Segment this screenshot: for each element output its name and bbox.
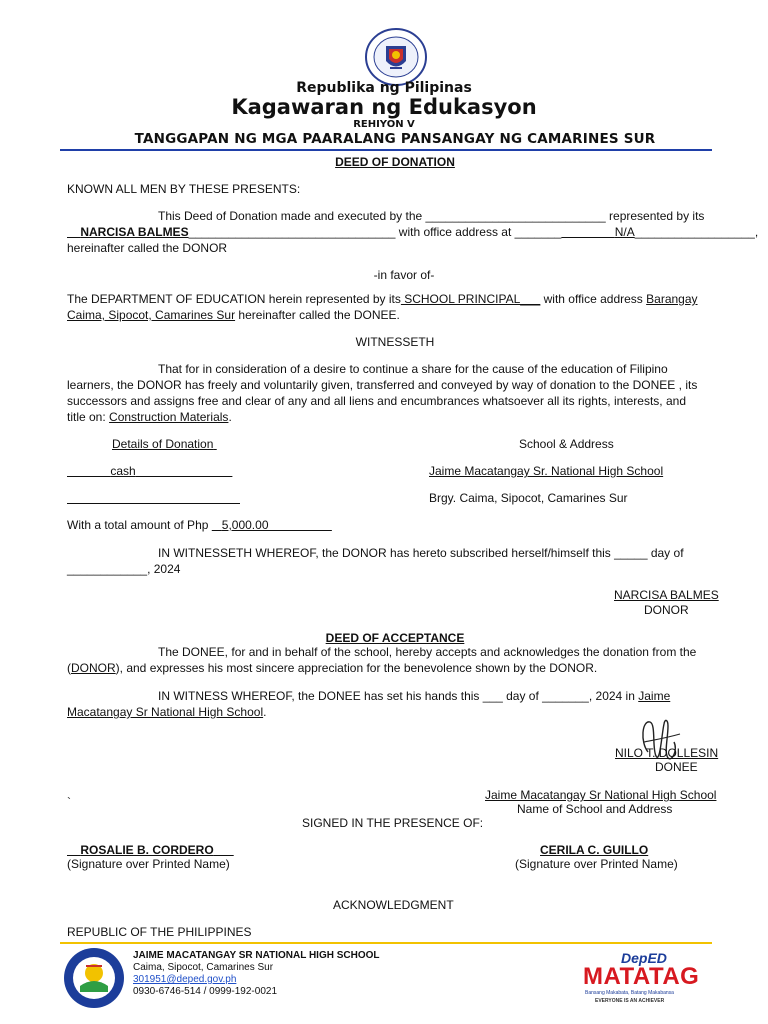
deed-paragraph-3-line-3: successors and assigns free and clear of any and all liens and encumbrances whatsoever all its rights, interests, and [67, 394, 686, 408]
footer-divider [60, 942, 712, 944]
known-all-men: KNOWN ALL MEN BY THESE PRESENTS: [67, 182, 301, 196]
donor-address-field: N/A [614, 225, 635, 239]
footer-phones: 0930-6746-514 / 0999-192-0021 [133, 986, 278, 997]
donation-detail-blank-line [67, 503, 240, 504]
deped-wordmark: DepED [621, 950, 667, 966]
acknowledgment-heading: ACKNOWLEDGMENT [333, 898, 454, 912]
deed-title: DEED OF DONATION [335, 155, 455, 169]
deed-paragraph-2-line-2: Caima, Sipocot, Camarines Sur hereinafter called the DONEE. [67, 308, 400, 322]
witness-2-label: (Signature over Printed Name) [515, 857, 678, 871]
donee-signature-name: NILO T. DOLLESIN [615, 746, 719, 760]
header-division-office: TANGGAPAN NG MGA PAARALANG PANSANGAY NG CAMARINES SUR [134, 131, 656, 147]
stray-mark: ` [67, 795, 71, 809]
header-divider [60, 149, 712, 151]
total-amount-value: 5,000.00 [221, 518, 269, 532]
deped-seal-icon [361, 28, 431, 86]
matatag-tagline: Bansang Makabata, Batang Makabansa [585, 990, 674, 996]
witness-whereof-donor-line-2: ____________, 2024 [67, 562, 181, 576]
donation-detail-cash: cash [110, 464, 136, 478]
acceptance-paragraph-2-line-2: Macatangay Sr National High School. [67, 705, 267, 719]
footer-address: Caima, Sipocot, Camarines Sur [133, 962, 274, 973]
deped-matatag-logo [583, 950, 709, 1008]
school-logo-icon [62, 946, 126, 1010]
republic-line: REPUBLIC OF THE PHILIPPINES [67, 925, 252, 939]
deed-paragraph-3-line-4: title on: Construction Materials. [67, 410, 232, 424]
witness-whereof-donor-line-1: IN WITNESSETH WHEREOF, the DONOR has hereto subscribed herself/himself this _____ day of [158, 546, 684, 560]
donee-label: DONEE [655, 760, 698, 774]
acceptance-paragraph-2-line-1: IN WITNESS WHEREOF, the DONEE has set his hands this ___ day of _______, 2024 in Jaime [158, 689, 671, 703]
deed-paragraph-2-line-1: The DEPARTMENT OF EDUCATION herein represented by its SCHOOL PRINCIPAL___ with office address Barangay [67, 292, 698, 306]
footer-school-name: JAIME MACATANGAY SR NATIONAL HIGH SCHOOL [133, 950, 380, 961]
total-amount: With a total amount of Php 5,000.00 [67, 517, 332, 533]
signed-in-presence: SIGNED IN THE PRESENCE OF: [302, 816, 484, 830]
donor-name-field: NARCISA BALMES [80, 225, 189, 239]
footer-email-link[interactable]: 301951@deped.gov.ph [133, 974, 237, 985]
donee-address: Caima, Sipocot, Camarines Sur [67, 308, 236, 322]
deed-paragraph-1-line-3: hereinafter called the DONOR [67, 241, 228, 255]
donor-label: DONOR [644, 603, 689, 617]
deed-paragraph-3-line-2: learners, the DONOR has freely and voluntarily given, transferred and conveyed by way of donation to the DONEE , its [67, 378, 698, 392]
header-region: REHIYON V [353, 119, 415, 130]
donee-school-name: Jaime Macatangay Sr National High School [485, 788, 717, 802]
school-name-line: Jaime Macatangay Sr. National High School [429, 464, 664, 478]
witness-2-name: CERILA C. GUILLO [540, 843, 649, 857]
school-address-heading: School & Address [519, 437, 614, 451]
donated-item: Construction Materials [109, 410, 229, 424]
matatag-wordmark: MATATAG [583, 963, 700, 990]
donor-signature-name: NARCISA BALMES [614, 588, 719, 602]
witness-1-label: (Signature over Printed Name) [67, 857, 230, 871]
witness-1-name: ROSALIE B. CORDERO [80, 843, 214, 857]
header-department: Kagawaran ng Edukasyon [231, 95, 537, 119]
acceptance-paragraph-1-line-1: The DONEE, for and in behalf of the school, hereby accepts and acknowledges the donation from the [158, 645, 697, 659]
deed-paragraph-1-line-2: NARCISA BALMES_______________________________ with office address at _______ N/A__________________, [67, 224, 758, 240]
donee-role: SCHOOL PRINCIPAL___ [400, 292, 541, 306]
school-address-line: Brgy. Caima, Sipocot, Camarines Sur [429, 491, 628, 505]
witnesseth-heading: WITNESSETH [355, 335, 435, 349]
in-favor-of: -in favor of- [373, 268, 435, 282]
deed-paragraph-3-line-1: That for in consideration of a desire to continue a share for the cause of the education of Filipino [158, 362, 668, 376]
donee-school-label: Name of School and Address [517, 802, 673, 816]
acceptance-title: DEED OF ACCEPTANCE [325, 631, 465, 645]
details-heading: Details of Donation [112, 437, 214, 451]
acceptance-paragraph-1-line-2: (DONOR), and expresses his most sincere appreciation for the benevolence shown by the DONOR. [67, 661, 598, 675]
deed-paragraph-1-line-1: This Deed of Donation made and executed by the ___________________________ represented by its [158, 209, 705, 223]
header-republic: Republika ng Pilipinas [296, 80, 472, 96]
school-motto: EVERYONE IS AN ACHIEVER [595, 998, 665, 1004]
